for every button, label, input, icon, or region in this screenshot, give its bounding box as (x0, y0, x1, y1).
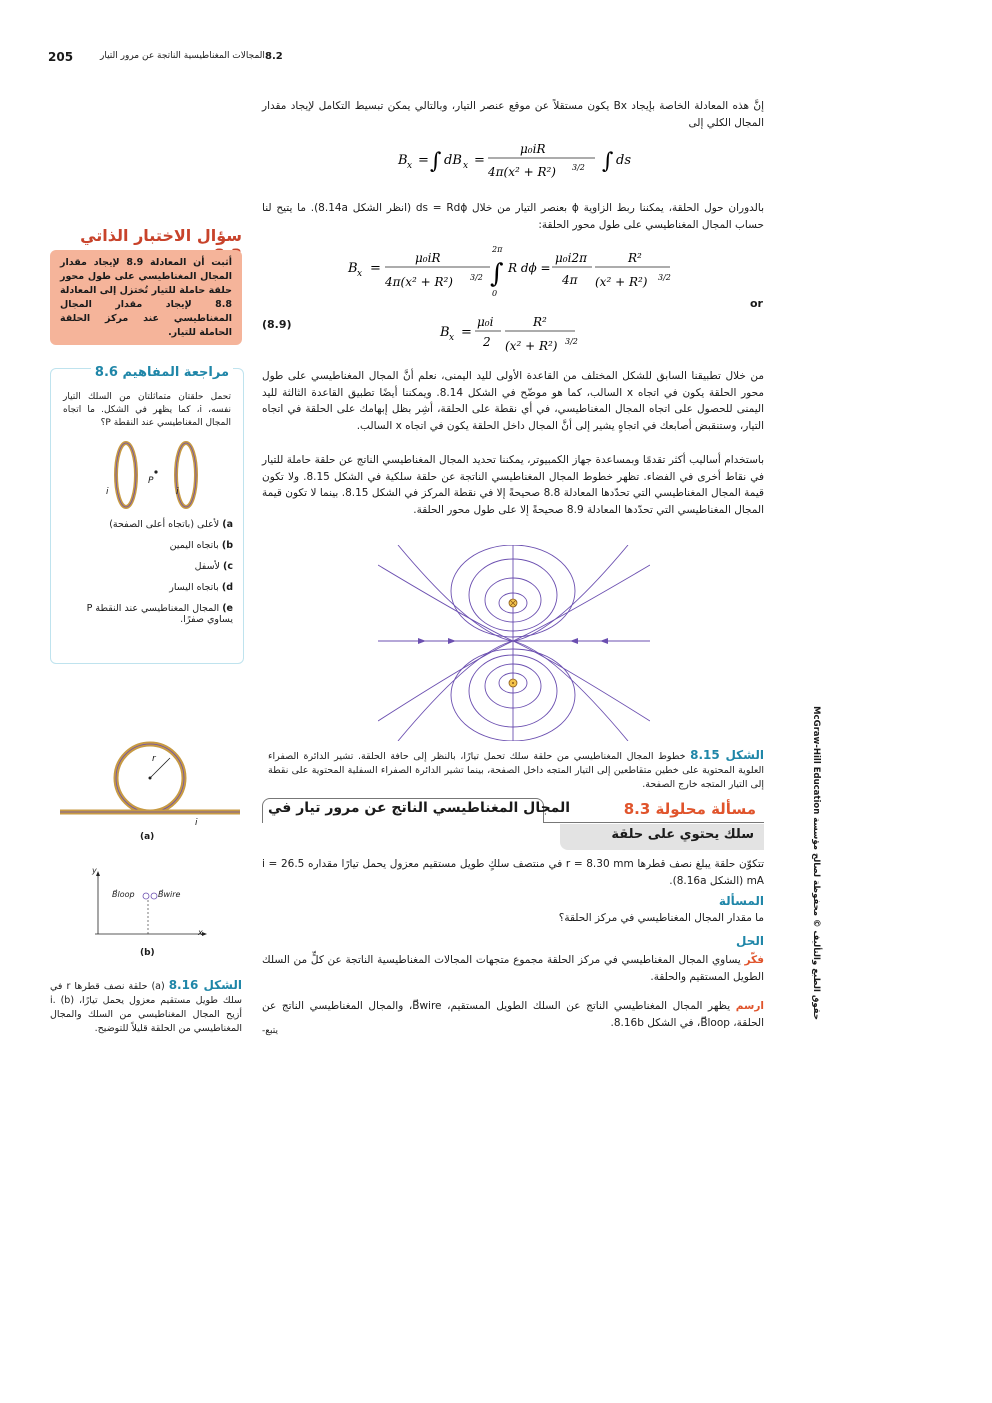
figure-8-15-text: خطوط المجال المغناطيسي من حلقة سلك تحمل تيارًا، بالنظر إلى حافة الحلقة. تشير الدائرة الصفراء العلوية المحتوية على خطين متقاطعين إلى التيار المتجه داخل الصفحة، بينما تشير الدائرة الصفراء السفلية المحتوية على نقطة إلى التيار المتجه خارج الصفحة. (268, 751, 764, 790)
figure-8-15-label: الشكل 8.15 (690, 748, 764, 762)
copyright-vertical (808, 706, 824, 1020)
b-loop-label: B⃗loop (112, 890, 135, 899)
figure-8-16a (60, 740, 240, 850)
solved-problem-title: المجال المغناطيسي الناتج عن مرور تيار في (268, 800, 571, 816)
option-b[interactable]: b) باتجاه اليمين (169, 540, 233, 551)
self-test-title: سؤال الاختبار الذاتي (80, 226, 242, 245)
svg-text:μ₀i2π: μ₀i2π (555, 251, 587, 265)
problem-question: ما مقدار المجال المغناطيسي في مركز الحلقة؟ (558, 912, 764, 924)
svg-text:=: = (418, 153, 429, 168)
svg-text:μ₀i: μ₀i (477, 315, 494, 329)
solved-problem-subtitle-bar (560, 824, 764, 850)
wire-current-label: i (195, 818, 198, 828)
svg-text:3/2: 3/2 (572, 163, 585, 172)
think-step (262, 952, 764, 985)
svg-text:4π: 4π (562, 273, 578, 287)
sketch-text: يظهر المجال المغناطيسي الناتج عن السلك الطويل المستقيم، B⃗wire، والمجال المغناطيسي الناتج عن الحلقة، B⃗loop، في الشكل 8.16b. (262, 1000, 764, 1029)
svg-text:B: B (440, 325, 450, 340)
figure-8-16-caption (50, 978, 242, 1036)
page-number: 205 (48, 50, 74, 64)
equation-2-graphic (340, 240, 690, 300)
svg-text:x: x (407, 161, 413, 171)
option-c[interactable]: c) لأسفل (194, 561, 233, 572)
figure-8-15 (378, 545, 650, 741)
equation-3 (435, 308, 595, 358)
option-a[interactable]: a) لأعلى (باتجاه أعلى الصفحة) (109, 519, 233, 530)
svg-text:0: 0 (492, 289, 498, 298)
concept-check-question: تحمل حلقتان متماثلتان من السلك التيار نفسه، i، كما يظهر في الشكل. ما اتجاه المجال المغناطيسي عند النقطة P؟ (63, 392, 232, 428)
current-label-right: i (176, 487, 179, 497)
problem-statement: تتكوّن حلقة يبلغ نصف قطرها r = 8.30 mm في منتصف سلكٍ طويل مستقيم معزول يحمل تيارًا مقداره i = 26.5 mA (الشكل 8.16a). (262, 858, 765, 887)
concept-check-title: مراجعة المفاهيم 8.6 (91, 365, 233, 380)
svg-text:ds: ds (616, 153, 631, 168)
svg-text:∫: ∫ (602, 149, 614, 174)
solved-problem-header (262, 798, 764, 824)
x-axis-label: x (198, 928, 203, 937)
self-test-box (50, 250, 242, 345)
concept-options (63, 519, 233, 625)
svg-text:3/2: 3/2 (565, 337, 578, 346)
solved-problem-label: مسألة محلولة 8.3 (623, 800, 756, 818)
figure-8-15-caption (268, 748, 764, 792)
svg-text:4π(x² + R²): 4π(x² + R²) (385, 275, 453, 289)
continued-label: -يتبع (262, 1026, 278, 1036)
equation-3-graphic (435, 308, 595, 358)
svg-text:x: x (357, 269, 363, 279)
svg-text:x: x (463, 161, 469, 171)
svg-text:(x² + R²): (x² + R²) (595, 275, 648, 289)
svg-text:2: 2 (483, 335, 491, 349)
current-label-left: i (106, 487, 109, 497)
b-wire-label: B⃗wire (158, 890, 181, 899)
solution-heading: الحل (736, 934, 764, 948)
svg-text:x: x (449, 333, 455, 343)
svg-text:R²: R² (628, 251, 642, 265)
figure-8-16a-label: (a) (140, 832, 155, 842)
svg-text:(x² + R²): (x² + R²) (505, 339, 558, 353)
svg-text:R dϕ =: R dϕ = (508, 261, 551, 275)
svg-text:B: B (348, 261, 358, 276)
equation-number: (8.9) (262, 318, 292, 331)
figure-8-16b (90, 866, 210, 956)
think-label: فكّر (744, 954, 764, 966)
equation-2 (340, 240, 690, 300)
copyright-text: حقوق الطبع والتأليف © محفوظة لصالح مؤسسة McGraw-Hill Education (811, 706, 821, 1020)
option-d[interactable]: d) باتجاه اليسار (169, 582, 233, 593)
option-e[interactable]: e) المجال المغناطيسي عند النقطة P يساوي صفرًا. (86, 603, 233, 625)
concept-check-box (50, 365, 244, 664)
svg-text:3/2: 3/2 (470, 273, 483, 282)
svg-text:dB: dB (444, 153, 462, 168)
figure-8-16-label: الشكل 8.16 (168, 978, 242, 992)
svg-text:∫: ∫ (490, 259, 504, 289)
y-axis-label: y (92, 866, 97, 875)
paragraph-3: من خلال تطبيقنا السابق للشكل المختلف من القاعدة الأولى لليد اليمنى، نعلم أنَّ المجال المغناطيسي على طول محور الحلقة يكون في اتجاه x السالب، كما هو موضّح في الشكل 8.14. ويمكننا أيضًا تطبيق القاعدة الثالثة لليد اليمنى للحصول على اتجاه المجال المغناطيسي، في أي نقطة على الحلقة، أشِر بظل إبهامك على الحلقة في اتجاه التيار، وستنقبض أصابعك في اتجاهٍ يشير إلى أنَّ المجال داخل الحلقة يكون في اتجاه x السالب. (262, 370, 765, 432)
sketch-label: ارسم (735, 1000, 764, 1012)
svg-text:∫: ∫ (430, 149, 442, 174)
problem-heading: المسألة (718, 894, 764, 908)
think-text: يساوي المجال المغناطيسي في مركز الحلقة مجموع متجهات المجالات المغناطيسية الناتجة عن كلٍّ من السلك الطويل المستقيم والحلقة. (262, 954, 764, 983)
section-number: 8.2 (265, 51, 283, 62)
radius-label: r (152, 754, 156, 764)
figure-8-16b-label: (b) (140, 948, 155, 958)
svg-text:3/2: 3/2 (658, 273, 671, 282)
paragraph-2: بالدوران حول الحلقة، يمكننا ربط الزاوية ϕ بعنصر التيار من خلال ds = Rdϕ (انظر الشكل 8.14a). ما يتيح لنا حساب المجال المغناطيسي على طول محور الحلقة: (262, 202, 765, 231)
svg-text:μ₀iR: μ₀iR (520, 142, 546, 156)
or-label: or (750, 297, 763, 310)
svg-text:B: B (398, 153, 408, 168)
equation-1-graphic (390, 140, 650, 184)
field-lines-diagram (378, 545, 650, 741)
intro-paragraph: إنَّ هذه المعادلة الخاصة بإيجاد Bx يكون مستقلاً عن موقع عنصر التيار، وبالتالي يمكن تبسيط التكامل لإيجاد مقدار المجال الكلي إلى (262, 100, 764, 129)
figure-8-16-text: (a) حلقة نصف قطرها r في سلك طويل مستقيم معزول يحمل تيارًا، i. (b) أزيح المجال المغناطيسي من السلك والمجال المغناطيسي من الحلقة قليلاً للتوضيح. (50, 981, 242, 1034)
solved-problem-subtitle: سلك يحتوي على حلقة (611, 827, 754, 842)
svg-text:=: = (370, 261, 381, 276)
svg-text:R²: R² (533, 315, 547, 329)
self-test-body: أثبت أن المعادلة 8.9 لإيجاد مقدار المجال المغناطيسي على طول محور حلقة حاملة للتيار تُختزل إلى المعادلة 8.8 لإيجاد مقدار المجال المغناطيسي عند مركز الحلقة الحاملة للتيار. (60, 257, 232, 338)
svg-text:=: = (474, 153, 485, 168)
sketch-step (262, 998, 764, 1031)
svg-text:μ₀iR: μ₀iR (415, 251, 441, 265)
section-title: المجالات المغناطيسية الناتجة عن مرور التيار (100, 51, 265, 61)
point-p-label: P (148, 476, 154, 486)
equation-1 (390, 140, 650, 184)
svg-text:=: = (461, 325, 472, 340)
svg-text:2π: 2π (492, 245, 503, 254)
paragraph-4: باستخدام أساليب أكثر تقدمًا وبمساعدة جهاز الكمبيوتر، يمكننا تحديد المجال المغناطيسي الناتج عن حلقة حاملة للتيار في نقاط أخرى في الفضاء. تظهر خطوط المجال المغناطيسي الناتجة عن حلقة سلكية في الشكل 8.15. ولا تكون قيمة المجال المغناطيسي التي تحدّدها المعادلة 8.8 صحيحةً إلا في نقطة المركز في الشكل 8.15. بينما لا تكون قيمة المجال المغناطيسي التي تحدّدها المعادلة 8.9 صحيحةً إلا على طول محور الحلقة. (262, 454, 765, 516)
svg-text:4π(x² + R²): 4π(x² + R²) (488, 165, 556, 179)
field-vectors-diagram (90, 866, 210, 956)
page-header (40, 50, 300, 68)
